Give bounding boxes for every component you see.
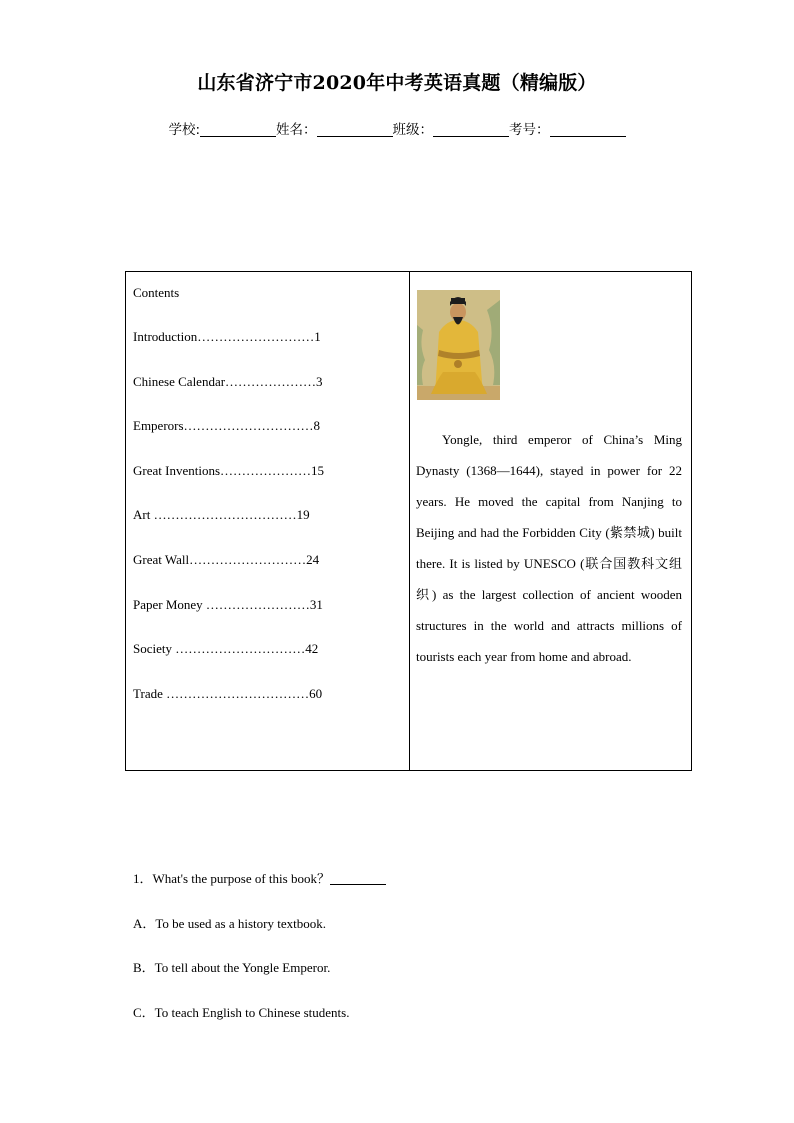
option-b[interactable]: B．To tell about the Yongle Emperor.: [133, 960, 331, 975]
emperor-portrait-icon: [417, 290, 500, 400]
contents-item: Trade ……………………………60: [133, 685, 323, 701]
class-blank[interactable]: [433, 122, 509, 137]
contents-column: [126, 272, 410, 770]
contents-item: Society …………………………42: [133, 641, 319, 657]
student-info-line: [0, 118, 794, 138]
contents-list: [133, 329, 324, 730]
answer-blank[interactable]: [330, 872, 386, 885]
name-blank[interactable]: [317, 122, 393, 137]
question-text: 1．What's the purpose of this book？: [133, 871, 330, 886]
question-stem: [133, 868, 386, 913]
reading-material-table: [125, 271, 692, 771]
school-blank[interactable]: [200, 122, 276, 137]
class-label: 班级：: [392, 122, 434, 138]
option-a[interactable]: A．To be used as a history textbook.: [133, 915, 326, 931]
page-title: 山东省济宁市2020年中考英语真题（精编版）: [197, 72, 597, 94]
contents-item: Paper Money ……………………31: [133, 596, 323, 612]
contents-item: Great Wall………………………24: [133, 551, 320, 567]
school-label: 学校:: [168, 122, 201, 138]
exam-number-blank[interactable]: [550, 122, 626, 137]
contents-item: Emperors…………………………8: [133, 418, 321, 434]
question-block: [133, 868, 386, 1046]
contents-item: Chinese Calendar…………………3: [133, 373, 323, 389]
contents-heading: Contents: [133, 285, 180, 300]
contents-item: Art ……………………………19: [133, 507, 310, 523]
option-c[interactable]: C．To teach English to Chinese students.: [133, 1004, 350, 1020]
contents-item: Introduction………………………1: [133, 329, 321, 344]
contents-item: Great Inventions…………………15: [133, 462, 325, 478]
exam-number-label: 考号：: [509, 122, 550, 138]
name-label: 姓名：: [276, 122, 317, 138]
emperor-description-text: Yongle, third emperor of China’s Ming Dynasty (1368—1644), stayed in power for 22 years. He moved the capital from Nanjing to Beijing and had the Forbidden City (紫禁城) built there. It is listed by UNESCO (联合国教科文组织) as the largest collection of ancient wooden structures in the world and attracts millions of tourists each year from home and abroad.: [416, 432, 682, 664]
emperor-portrait-image: [417, 290, 500, 400]
description-column: [410, 272, 692, 770]
